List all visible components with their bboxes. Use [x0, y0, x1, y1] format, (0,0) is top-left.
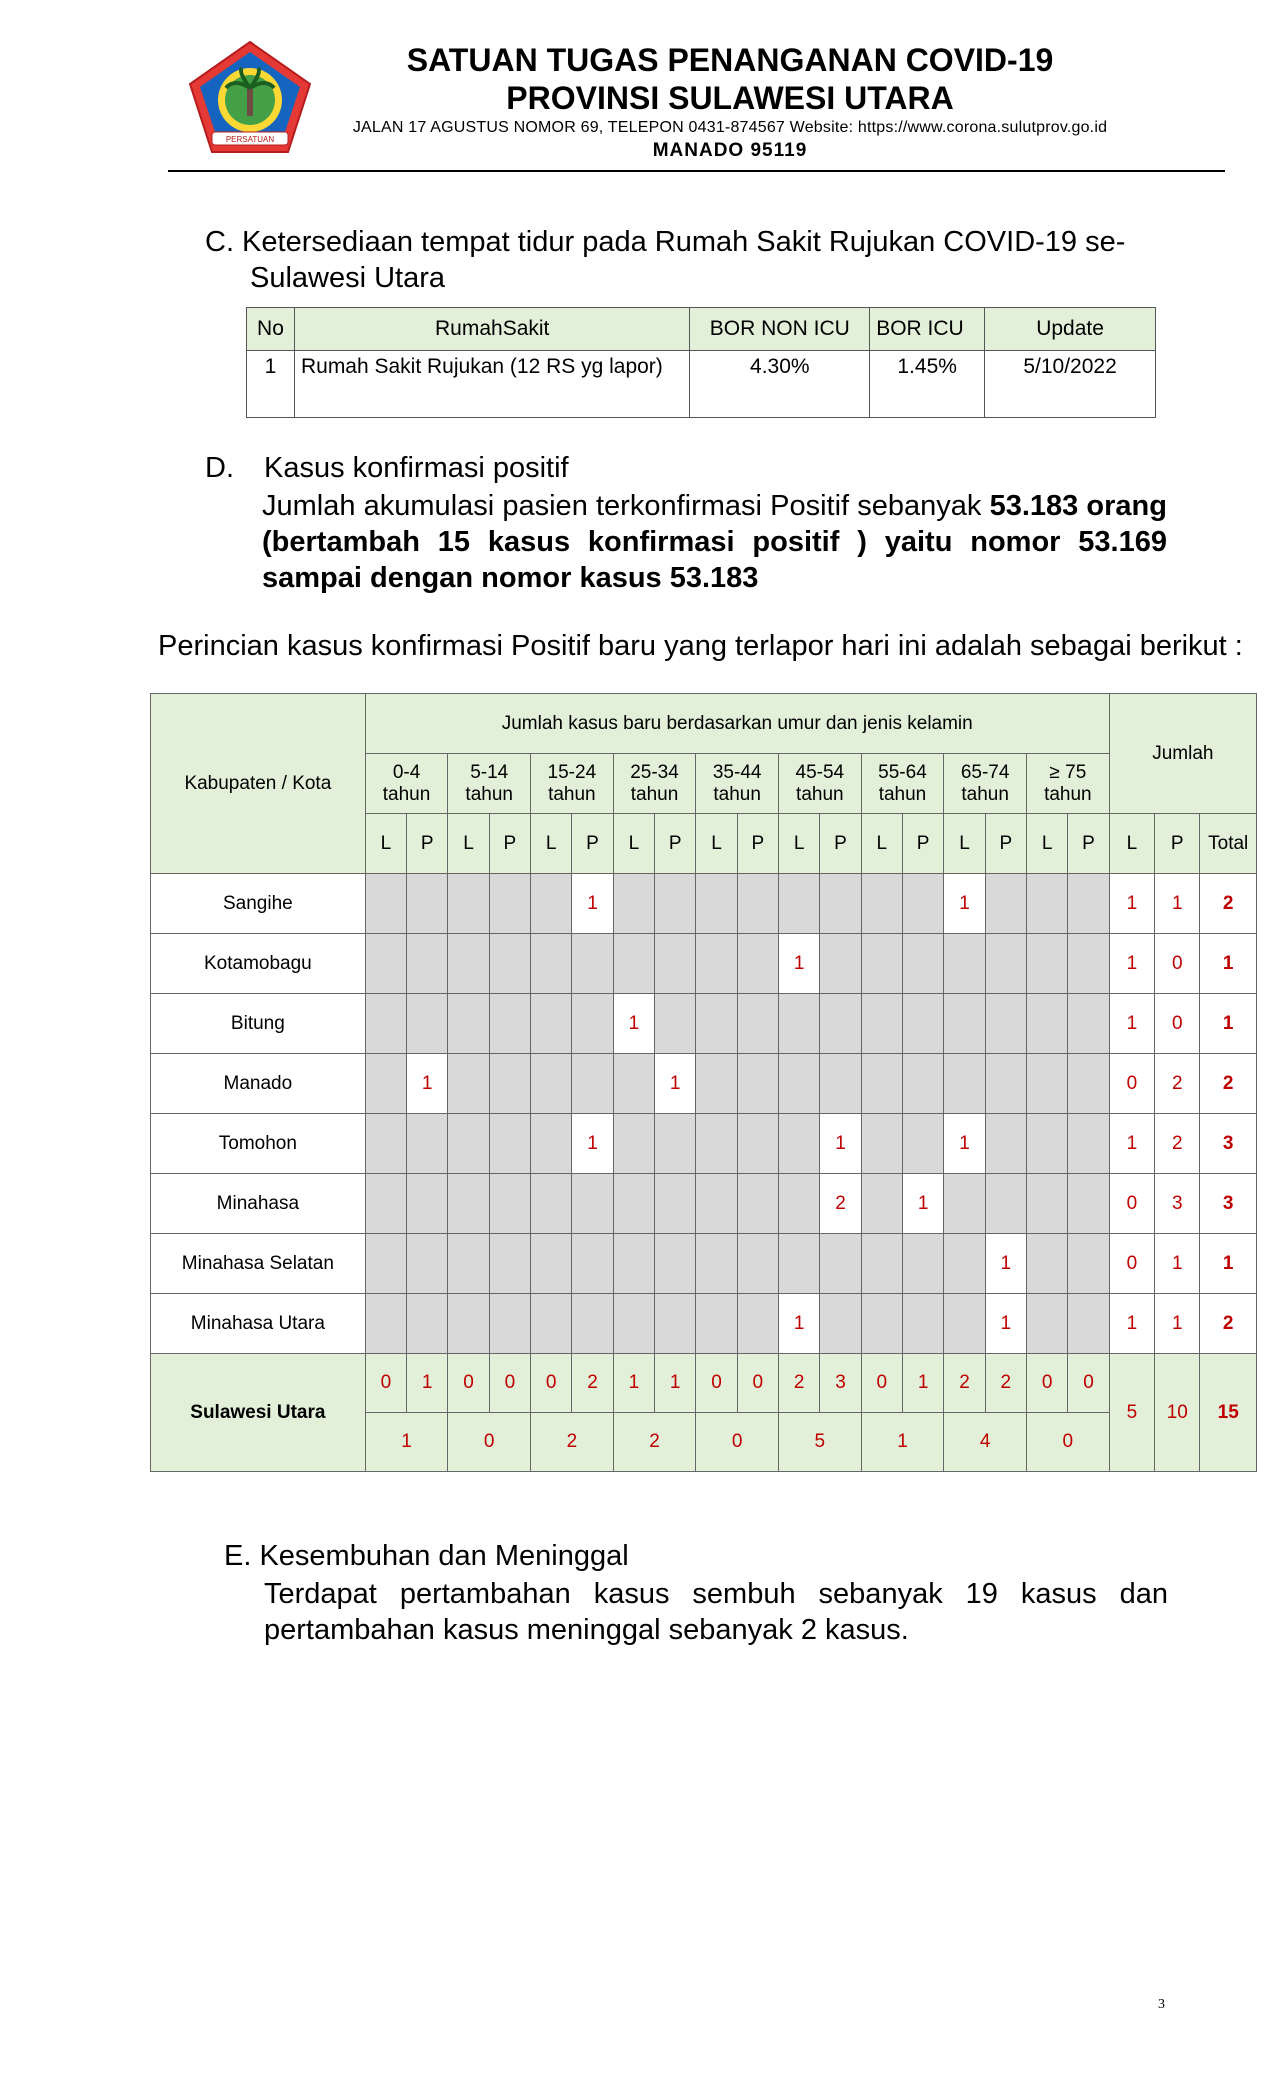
- case-cell: [489, 1174, 530, 1234]
- case-cell: [489, 1054, 530, 1114]
- age-group-header: [531, 754, 614, 814]
- case-cell: [655, 994, 696, 1054]
- case-cell: [531, 994, 572, 1054]
- case-cell: [407, 994, 448, 1054]
- total-by-sex-cell: 0: [489, 1354, 530, 1413]
- region-name: Minahasa Selatan: [151, 1234, 366, 1294]
- case-cell: 1: [407, 1054, 448, 1114]
- row-sum-total: 3: [1200, 1114, 1257, 1174]
- case-cell: [861, 1114, 902, 1174]
- case-cell: [696, 874, 737, 934]
- case-cell: [572, 934, 613, 994]
- header-address: JALAN 17 AGUSTUS NOMOR 69, TELEPON 0431-874567 Website: https://www.corona.sulutprov.go.id: [352, 119, 1108, 136]
- sex-header-p: P: [489, 814, 530, 874]
- case-cell: [820, 1234, 861, 1294]
- case-cell: [365, 1054, 406, 1114]
- row-sum-l: 0: [1109, 1054, 1154, 1114]
- case-cell: [613, 1174, 654, 1234]
- case-cell: [613, 1114, 654, 1174]
- case-cell: 1: [902, 1174, 943, 1234]
- case-cell: [779, 1234, 820, 1294]
- sex-header-p: P: [655, 814, 696, 874]
- age-range: 45-54: [795, 761, 845, 783]
- total-by-sex-cell: 0: [1068, 1354, 1109, 1413]
- row-sum-total: 1: [1200, 1234, 1257, 1294]
- case-cell: [531, 1174, 572, 1234]
- totals-label: Sulawesi Utara: [151, 1354, 366, 1472]
- case-cell: [820, 1054, 861, 1114]
- case-cell: [737, 934, 778, 994]
- case-cell: [489, 1234, 530, 1294]
- case-cell: [407, 1294, 448, 1354]
- case-cell: [1068, 934, 1109, 994]
- case-cell: [737, 1234, 778, 1294]
- sex-header-p: P: [1068, 814, 1109, 874]
- sex-header-p: P: [572, 814, 613, 874]
- age-group-header: [613, 754, 696, 814]
- case-cell: [365, 1174, 406, 1234]
- case-cell: [572, 1234, 613, 1294]
- sex-header-l: L: [448, 814, 489, 874]
- table-row: [247, 351, 1156, 418]
- table-row: [151, 1234, 1257, 1294]
- total-by-sex-cell: 1: [613, 1354, 654, 1413]
- case-cell: [489, 874, 530, 934]
- sex-header-l: L: [944, 814, 985, 874]
- case-cell: [613, 934, 654, 994]
- svg-text:PERSATUAN: PERSATUAN: [225, 135, 275, 144]
- total-by-age-cell: 1: [861, 1413, 944, 1472]
- case-cell: [531, 1054, 572, 1114]
- section-d-heading: Kasus konfirmasi positif: [264, 452, 569, 484]
- row-sum-p: 1: [1155, 874, 1200, 934]
- row-sum-l: 1: [1109, 1114, 1154, 1174]
- age-unit: tahun: [878, 783, 927, 805]
- region-name: Bitung: [151, 994, 366, 1054]
- table-row: [151, 1174, 1257, 1234]
- header-title: SATUAN TUGAS PENANGANAN COVID-19: [406, 42, 1054, 78]
- case-cell: 1: [572, 874, 613, 934]
- case-cell: [696, 1234, 737, 1294]
- sex-header-p: P: [985, 814, 1026, 874]
- total-by-sex-cell: 1: [655, 1354, 696, 1413]
- total-by-sex-cell: 2: [985, 1354, 1026, 1413]
- case-cell: [820, 934, 861, 994]
- case-cell: 1: [944, 874, 985, 934]
- case-cell: [696, 1294, 737, 1354]
- sex-header-p: P: [407, 814, 448, 874]
- case-cell: [737, 874, 778, 934]
- case-cell: [1026, 1054, 1067, 1114]
- age-unit: tahun: [465, 783, 513, 805]
- case-cell: [448, 1054, 489, 1114]
- case-cell: [655, 1294, 696, 1354]
- total-by-sex-cell: 1: [902, 1354, 943, 1413]
- case-cell: [448, 934, 489, 994]
- case-cell: [1068, 1114, 1109, 1174]
- total-by-sex-cell: 0: [737, 1354, 778, 1413]
- total-by-age-cell: 0: [696, 1413, 779, 1472]
- case-cell: [655, 1114, 696, 1174]
- case-cell: [489, 1114, 530, 1174]
- sex-header-p: P: [820, 814, 861, 874]
- case-cell: [1026, 934, 1067, 994]
- case-cell: [655, 874, 696, 934]
- total-by-sex-cell: 2: [944, 1354, 985, 1413]
- case-cell: [696, 994, 737, 1054]
- row-sum-l: 1: [1109, 874, 1154, 934]
- case-cell: [944, 1294, 985, 1354]
- case-cell: [820, 874, 861, 934]
- case-cell: [572, 1294, 613, 1354]
- case-cell: [696, 1114, 737, 1174]
- case-cell: 1: [820, 1114, 861, 1174]
- case-cell: [531, 1234, 572, 1294]
- case-cell: [861, 934, 902, 994]
- jumlah-header-total: Total: [1200, 814, 1257, 874]
- case-cell: [489, 1294, 530, 1354]
- grand-total-p: 10: [1155, 1354, 1200, 1472]
- case-cell: [861, 1174, 902, 1234]
- case-cell: [861, 874, 902, 934]
- case-cell: [448, 994, 489, 1054]
- case-cell: [448, 1234, 489, 1294]
- row-sum-l: 1: [1109, 994, 1154, 1054]
- case-cell: 1: [985, 1234, 1026, 1294]
- age-unit: tahun: [713, 783, 761, 805]
- case-cell: [531, 1114, 572, 1174]
- case-cell: [531, 1294, 572, 1354]
- case-cell: [448, 1174, 489, 1234]
- case-cell: [737, 1294, 778, 1354]
- case-cell: [407, 1114, 448, 1174]
- row-no: 1: [247, 351, 295, 418]
- col-update: Update: [985, 308, 1156, 351]
- total-by-age-cell: 5: [779, 1413, 862, 1472]
- case-cell: [902, 1114, 943, 1174]
- age-group-header: [696, 754, 779, 814]
- case-cell: 1: [779, 1294, 820, 1354]
- total-by-age-cell: 0: [1026, 1413, 1109, 1472]
- case-cell: 1: [572, 1114, 613, 1174]
- case-cell: [365, 1234, 406, 1294]
- case-cell: [985, 1054, 1026, 1114]
- row-update: 5/10/2022: [985, 351, 1156, 418]
- sex-header-l: L: [696, 814, 737, 874]
- row-sum-p: 2: [1155, 1054, 1200, 1114]
- table-intro: Perincian kasus konfirmasi Positif baru yang terlapor hari ini adalah sebagai berikut :: [158, 630, 1243, 662]
- para-bold: 53.183 orang (bertambah 15 kasus konfirmasi positif ) yaitu nomor 53.169 sampai dengan nomor kasus 53.183: [262, 490, 1167, 594]
- row-sum-total: 2: [1200, 874, 1257, 934]
- sex-header-p: P: [902, 814, 943, 874]
- sex-header-l: L: [365, 814, 406, 874]
- total-by-age-cell: 2: [613, 1413, 696, 1472]
- row-sum-l: 1: [1109, 934, 1154, 994]
- case-cell: [902, 934, 943, 994]
- case-cell: [655, 934, 696, 994]
- case-cell: [737, 1174, 778, 1234]
- case-cell: [985, 934, 1026, 994]
- age-group-header: [779, 754, 862, 814]
- bed-availability-table: [246, 307, 1156, 418]
- region-name: Minahasa: [151, 1174, 366, 1234]
- row-sum-p: 0: [1155, 934, 1200, 994]
- section-d-letter: D.: [205, 452, 234, 484]
- table-row: [151, 874, 1257, 934]
- table-row: [151, 934, 1257, 994]
- case-cell: [613, 1054, 654, 1114]
- case-cell: [902, 1234, 943, 1294]
- sex-header-l: L: [779, 814, 820, 874]
- case-cell: [531, 874, 572, 934]
- row-sum-p: 0: [1155, 994, 1200, 1054]
- case-cell: [737, 994, 778, 1054]
- case-cell: [1068, 1234, 1109, 1294]
- age-range: 25-34: [630, 761, 679, 783]
- sex-header-p: P: [737, 814, 778, 874]
- case-cell: [861, 1294, 902, 1354]
- col-region: Kabupaten / Kota: [151, 694, 366, 874]
- col-bor-icu: BOR ICU: [870, 308, 985, 351]
- case-cell: [448, 1114, 489, 1174]
- total-by-sex-cell: 0: [365, 1354, 406, 1413]
- case-cell: [365, 874, 406, 934]
- total-by-age-cell: 0: [448, 1413, 531, 1472]
- section-c-heading-line2: Sulawesi Utara: [250, 262, 446, 294]
- total-by-sex-cell: 3: [820, 1354, 861, 1413]
- age-range: 5-14: [470, 761, 509, 783]
- age-unit: tahun: [961, 783, 1009, 805]
- table-row: [151, 1054, 1257, 1114]
- case-cell: [985, 994, 1026, 1054]
- table-row: [151, 1114, 1257, 1174]
- case-cell: [1026, 874, 1067, 934]
- total-by-sex-cell: 0: [861, 1354, 902, 1413]
- total-by-sex-cell: 0: [448, 1354, 489, 1413]
- sex-header-l: L: [531, 814, 572, 874]
- case-cell: [861, 994, 902, 1054]
- total-by-age-cell: 4: [944, 1413, 1027, 1472]
- header-city: MANADO 95119: [652, 140, 808, 161]
- col-jumlah: Jumlah: [1109, 694, 1256, 814]
- case-cell: [1026, 1114, 1067, 1174]
- case-cell: [655, 1234, 696, 1294]
- case-cell: 1: [613, 994, 654, 1054]
- section-e-heading: E. Kesembuhan dan Meninggal: [224, 1540, 629, 1572]
- row-sum-l: 0: [1109, 1234, 1154, 1294]
- row-sum-p: 3: [1155, 1174, 1200, 1234]
- region-name: Minahasa Utara: [151, 1294, 366, 1354]
- table-row: [151, 1294, 1257, 1354]
- row-sum-total: 1: [1200, 994, 1257, 1054]
- case-cell: [902, 1294, 943, 1354]
- total-by-age-cell: 1: [365, 1413, 448, 1472]
- case-cell: [1026, 994, 1067, 1054]
- row-sum-total: 1: [1200, 934, 1257, 994]
- case-cell: 1: [985, 1294, 1026, 1354]
- case-cell: 2: [820, 1174, 861, 1234]
- section-c-heading-line1: C. Ketersediaan tempat tidur pada Rumah Sakit Rujukan COVID-19 se-: [205, 226, 1126, 258]
- case-cell: [1068, 994, 1109, 1054]
- case-cell: [407, 874, 448, 934]
- case-cell: [407, 1234, 448, 1294]
- case-cell: [779, 1174, 820, 1234]
- col-group: Jumlah kasus baru berdasarkan umur dan jenis kelamin: [365, 694, 1109, 754]
- case-cell: [944, 934, 985, 994]
- row-sum-p: 2: [1155, 1114, 1200, 1174]
- case-cell: [861, 1054, 902, 1114]
- case-cell: [448, 874, 489, 934]
- case-cell: [944, 1174, 985, 1234]
- case-cell: [572, 994, 613, 1054]
- case-cell: [820, 1294, 861, 1354]
- case-cell: [1068, 1294, 1109, 1354]
- case-cell: [696, 934, 737, 994]
- case-cell: [572, 1174, 613, 1234]
- totals-row-by-sex: [151, 1354, 1257, 1413]
- total-by-sex-cell: 2: [779, 1354, 820, 1413]
- case-cell: [902, 1054, 943, 1114]
- header-subtitle: PROVINSI SULAWESI UTARA: [506, 80, 954, 116]
- case-cell: [779, 1114, 820, 1174]
- case-cell: [365, 934, 406, 994]
- col-no: No: [247, 308, 295, 351]
- row-sum-l: 0: [1109, 1174, 1154, 1234]
- case-cell: [820, 994, 861, 1054]
- age-group-header: [861, 754, 944, 814]
- age-unit: tahun: [630, 783, 679, 805]
- sex-header-l: L: [861, 814, 902, 874]
- case-cell: [985, 1174, 1026, 1234]
- case-cell: [613, 1294, 654, 1354]
- case-cell: [779, 994, 820, 1054]
- grand-total: 15: [1200, 1354, 1257, 1472]
- case-cell: [696, 1054, 737, 1114]
- case-cell: [944, 994, 985, 1054]
- case-cell: [448, 1294, 489, 1354]
- para-normal: Jumlah akumulasi pasien terkonfirmasi Positif sebanyak: [262, 490, 990, 522]
- case-cell: [531, 934, 572, 994]
- row-sum-p: 1: [1155, 1234, 1200, 1294]
- jumlah-header-l: L: [1109, 814, 1154, 874]
- case-cell: [944, 1234, 985, 1294]
- case-cell: [1026, 1174, 1067, 1234]
- col-hospital: RumahSakit: [294, 308, 689, 351]
- case-cell: [407, 1174, 448, 1234]
- case-cell: [365, 1114, 406, 1174]
- case-cell: [1026, 1294, 1067, 1354]
- region-name: Sangihe: [151, 874, 366, 934]
- case-cell: [902, 994, 943, 1054]
- age-group-header: [1026, 754, 1109, 814]
- case-cell: [902, 874, 943, 934]
- age-range: ≥ 75: [1049, 761, 1087, 783]
- age-group-header: [448, 754, 531, 814]
- age-range: 65-74: [960, 761, 1010, 783]
- case-cell: [696, 1174, 737, 1234]
- case-cell: [365, 994, 406, 1054]
- case-cell: [779, 1054, 820, 1114]
- section-e-paragraph: Terdapat pertambahan kasus sembuh sebanyak 19 kasus dan pertambahan kasus meninggal sebanyak 2 kasus.: [264, 1578, 1168, 1646]
- case-cell: [407, 934, 448, 994]
- case-cell: [1068, 1054, 1109, 1114]
- row-sum-total: 3: [1200, 1174, 1257, 1234]
- age-range: 0-4: [392, 761, 421, 783]
- case-cell: [1026, 1234, 1067, 1294]
- row-sum-total: 2: [1200, 1054, 1257, 1114]
- case-cell: 1: [779, 934, 820, 994]
- age-unit: tahun: [548, 783, 596, 805]
- header-divider: [168, 170, 1225, 172]
- case-cell: [572, 1054, 613, 1114]
- region-name: Kotamobagu: [151, 934, 366, 994]
- case-cell: [613, 874, 654, 934]
- case-cell: [985, 874, 1026, 934]
- age-range: 35-44: [712, 761, 762, 783]
- case-cell: [365, 1294, 406, 1354]
- age-unit: tahun: [796, 783, 844, 805]
- sex-header-l: L: [613, 814, 654, 874]
- total-by-sex-cell: 1: [407, 1354, 448, 1413]
- total-by-sex-cell: 0: [531, 1354, 572, 1413]
- case-cell: [613, 1234, 654, 1294]
- case-cell: [944, 1054, 985, 1114]
- sex-header-l: L: [1026, 814, 1067, 874]
- case-cell: [489, 934, 530, 994]
- cases-table: [150, 693, 1257, 1472]
- case-cell: 1: [944, 1114, 985, 1174]
- col-bor-non-icu: BOR NON ICU: [690, 308, 870, 351]
- row-bor-icu: 1.45%: [870, 351, 985, 418]
- row-hospital: Rumah Sakit Rujukan (12 RS yg lapor): [294, 351, 689, 418]
- province-logo: [186, 38, 314, 156]
- case-cell: [737, 1054, 778, 1114]
- total-by-age-cell: 2: [531, 1413, 614, 1472]
- age-group-header: [944, 754, 1027, 814]
- total-by-sex-cell: 0: [1026, 1354, 1067, 1413]
- case-cell: [779, 874, 820, 934]
- case-cell: [861, 1234, 902, 1294]
- age-range: 15-24: [547, 761, 597, 783]
- age-unit: tahun: [1044, 783, 1092, 805]
- jumlah-header-p: P: [1155, 814, 1200, 874]
- row-sum-p: 1: [1155, 1294, 1200, 1354]
- row-bor-non-icu: 4.30%: [690, 351, 870, 418]
- section-d-paragraph: [262, 488, 1167, 596]
- case-cell: [737, 1114, 778, 1174]
- case-cell: [489, 994, 530, 1054]
- total-by-sex-cell: 2: [572, 1354, 613, 1413]
- age-unit: tahun: [382, 783, 431, 805]
- case-cell: [985, 1114, 1026, 1174]
- grand-total-l: 5: [1109, 1354, 1154, 1472]
- age-group-header: [365, 754, 448, 814]
- table-row: [151, 994, 1257, 1054]
- age-range: 55-64: [878, 761, 927, 783]
- row-sum-total: 2: [1200, 1294, 1257, 1354]
- case-cell: [1068, 1174, 1109, 1234]
- page-number: 3: [1158, 1997, 1165, 2012]
- case-cell: 1: [655, 1054, 696, 1114]
- case-cell: [655, 1174, 696, 1234]
- case-cell: [1068, 874, 1109, 934]
- total-by-sex-cell: 0: [696, 1354, 737, 1413]
- region-name: Manado: [151, 1054, 366, 1114]
- region-name: Tomohon: [151, 1114, 366, 1174]
- row-sum-l: 1: [1109, 1294, 1154, 1354]
